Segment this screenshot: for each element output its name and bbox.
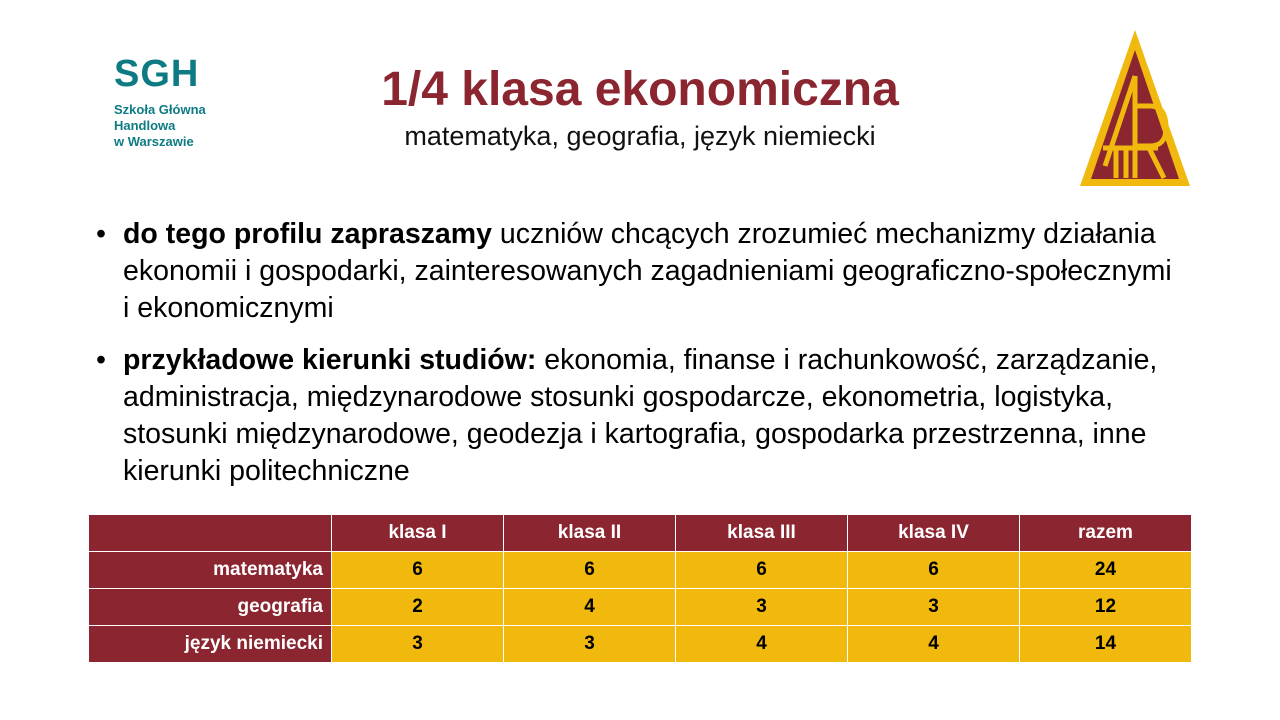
sgh-logo [114,54,254,150]
table-cell: 4 [848,626,1020,663]
table-cell: 6 [676,552,848,589]
table-cell: 3 [848,589,1020,626]
table-row-label: geografia [89,589,332,626]
table-cell: 6 [848,552,1020,589]
bullet-bold: do tego profilu zapraszamy [123,218,492,250]
table-header-cell: klasa IV [848,515,1020,552]
table-header-row [89,515,1192,552]
table-cell: 3 [332,626,504,663]
sgh-logo-line1: Szkoła Główna [114,102,206,117]
sgh-logo-mark: SGH [114,53,200,95]
table-row-label: język niemiecki [89,626,332,663]
table-header-cell: klasa I [332,515,504,552]
table-cell: 4 [504,589,676,626]
table-header-cell: klasa II [504,515,676,552]
table-header-cell [89,515,332,552]
table-header-cell: klasa III [676,515,848,552]
bullet-text: ekonomia, finanse i rachunkowość, zarządzanie, administracja, międzynarodowe stosunki gospodarcze, ekonometria, logistyka, stosunki międzynarodowe, geodezja i kartografia, gospodarka przestrzenna, inne kierunki politechniczne [123,344,1158,487]
table-cell: 12 [1020,589,1192,626]
bullet-item-profile [96,216,1176,327]
table-cell: 2 [332,589,504,626]
bullet-bold: przykładowe kierunki studiów: [123,344,537,376]
bullet-text: uczniów chcących zrozumieć mechanizmy działania ekonomii i gospodarki, zainteresowanych zagadnieniami geograficzno-społecznymi i ekonomicznymi [123,218,1172,324]
page-subtitle: matematyka, geografia, język niemiecki [404,121,876,151]
page-title: 1/4 klasa ekonomiczna [381,63,899,116]
bullet-list [96,216,1176,505]
table-row [89,552,1192,589]
school-emblem-icon [1078,28,1192,188]
table-cell: 4 [676,626,848,663]
table-row [89,626,1192,663]
table-cell: 6 [332,552,504,589]
table-row [89,589,1192,626]
table-cell: 6 [504,552,676,589]
sgh-logo-line3: w Warszawie [114,134,194,149]
table-header-cell: razem [1020,515,1192,552]
table-row-label: matematyka [89,552,332,589]
table-cell: 3 [676,589,848,626]
sgh-logo-text [114,102,254,150]
bullet-item-studies [96,342,1176,490]
table-cell: 3 [504,626,676,663]
sgh-logo-line2: Handlowa [114,118,176,133]
table-cell: 24 [1020,552,1192,589]
table-cell: 14 [1020,626,1192,663]
hours-table [88,514,1192,663]
